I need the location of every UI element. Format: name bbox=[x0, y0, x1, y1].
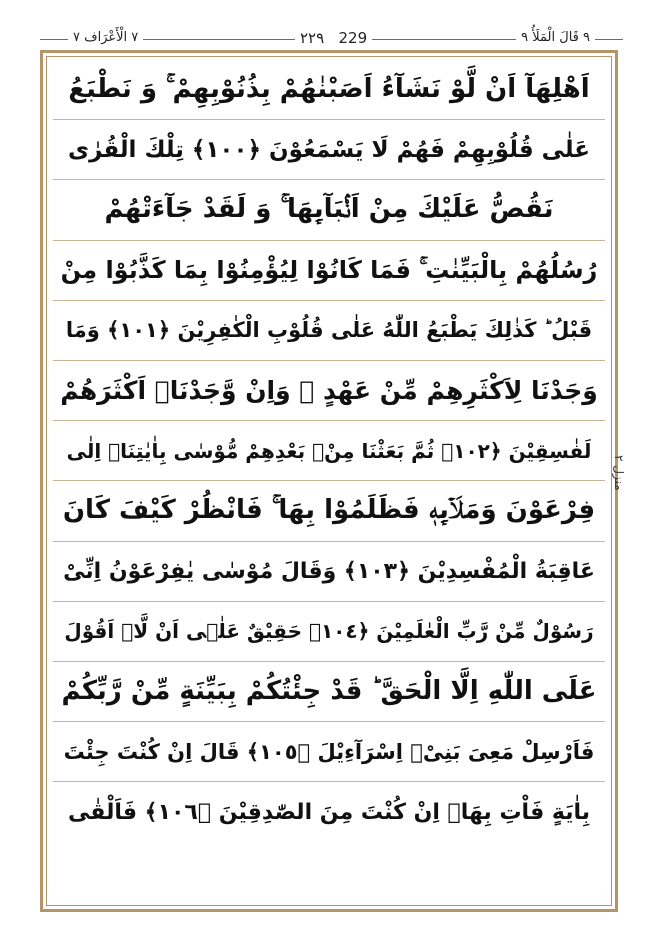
text-line bbox=[53, 120, 605, 180]
text-line bbox=[53, 542, 605, 602]
text-line bbox=[53, 421, 605, 481]
page-header bbox=[40, 28, 623, 50]
line-text: فَاَرْسِلْ مَعِیَ بَنِیْۤ اِسْرَآءِیْلَ ﴿١٠٥﴾ قَالَ اِنْ كُنْتَ جِئْتَ bbox=[63, 739, 595, 764]
manzil-marker: منزل ٢ bbox=[612, 455, 626, 491]
line-text: عَلٰی قُلُوْبِهِمْ فَهُمْ لَا یَسْمَعُوْنَ ﴿١٠٠﴾ تِلْكَ الْقُرٰی bbox=[67, 136, 591, 163]
text-line bbox=[53, 361, 605, 421]
line-text: رَسُوْلٌ مِّنْ رَّبِّ الْعٰلَمِیْنَ ﴿١٠٤﴾ حَقِیْقٌ عَلٰۤی اَنْ لَّاۤ اَقُوْلَ bbox=[64, 619, 594, 644]
line-text: قَبْلُ ؕ كَذٰلِكَ یَطْبَعُ اللّٰهُ عَلٰی قُلُوْبِ الْكٰفِرِیْنَ ﴿١٠١﴾ وَمَا bbox=[65, 318, 593, 343]
page-number bbox=[295, 29, 372, 47]
page-number-arabic: ٢٢٩ bbox=[300, 29, 325, 47]
line-text: بِاٰیَةٍ فَاْتِ بِهَاۤ اِنْ كُنْتَ مِنَ الصّٰدِقِیْنَ ﴿١٠٦﴾ فَاَلْقٰی bbox=[68, 799, 591, 825]
line-text: لَفٰسِقِیْنَ ﴿١٠٢﴾ ثُمَّ بَعَثْنَا مِنْۢ بَعْدِهِمْ مُّوْسٰی بِاٰیٰتِنَاۤ اِلٰی bbox=[66, 438, 592, 463]
text-line bbox=[53, 722, 605, 782]
text-line bbox=[53, 481, 605, 541]
text-line bbox=[53, 241, 605, 301]
line-text: عَاقِبَةُ الْمُفْسِدِیْنَ ﴿١٠٣﴾ وَقَالَ مُوْسٰی یٰفِرْعَوْنُ اِنِّیْ bbox=[63, 558, 595, 584]
text-line bbox=[53, 662, 605, 722]
text-line bbox=[53, 602, 605, 662]
line-text: نَقُصُّ عَلَیْكَ مِنْ اَنْۢبَآىِٕهَا ۚ وَ لَقَدْ جَآءَتْهُمْ bbox=[104, 194, 554, 225]
line-text: رُسُلُهُمْ بِالْبَیِّنٰتِ ۚ فَمَا كَانُوْا لِیُؤْمِنُوْا بِمَا كَذَّبُوْا مِنْ bbox=[60, 256, 598, 285]
page-number-latin: 229 bbox=[338, 29, 368, 47]
juz-name: ٩ قَالَ الْمَلَأُ ٩ bbox=[516, 29, 595, 47]
line-text: اَهْلِهَآ اَنْ لَّوْ نَشَآءُ اَصَبْنٰهُمْ بِذُنُوْبِهِمْ ۚ وَ نَطْبَعُ bbox=[68, 74, 590, 105]
verse-lines bbox=[53, 60, 605, 842]
line-text: فِرْعَوْنَ وَمَلَاۡىِٕهٖ فَظَلَمُوْا بِهَا ۚ فَانْظُرْ كَیْفَ كَانَ bbox=[62, 495, 596, 526]
text-line bbox=[53, 782, 605, 842]
text-line bbox=[53, 301, 605, 361]
text-line bbox=[53, 180, 605, 240]
text-line bbox=[53, 60, 605, 120]
text-frame bbox=[40, 50, 618, 912]
surah-name: ٧ الْأَعْرَاف ٧ bbox=[68, 29, 143, 47]
line-text: وَجَدْنَا لِاَكْثَرِهِمْ مِّنْ عَهْدٍ ۚ وَاِنْ وَّجَدْنَاۤ اَكْثَرَهُمْ bbox=[60, 376, 598, 406]
line-text: عَلَی اللّٰهِ اِلَّا الْحَقَّ ؕ قَدْ جِئْتُكُمْ بِبَیِّنَةٍ مِّنْ رَّبِّكُمْ bbox=[61, 676, 597, 707]
